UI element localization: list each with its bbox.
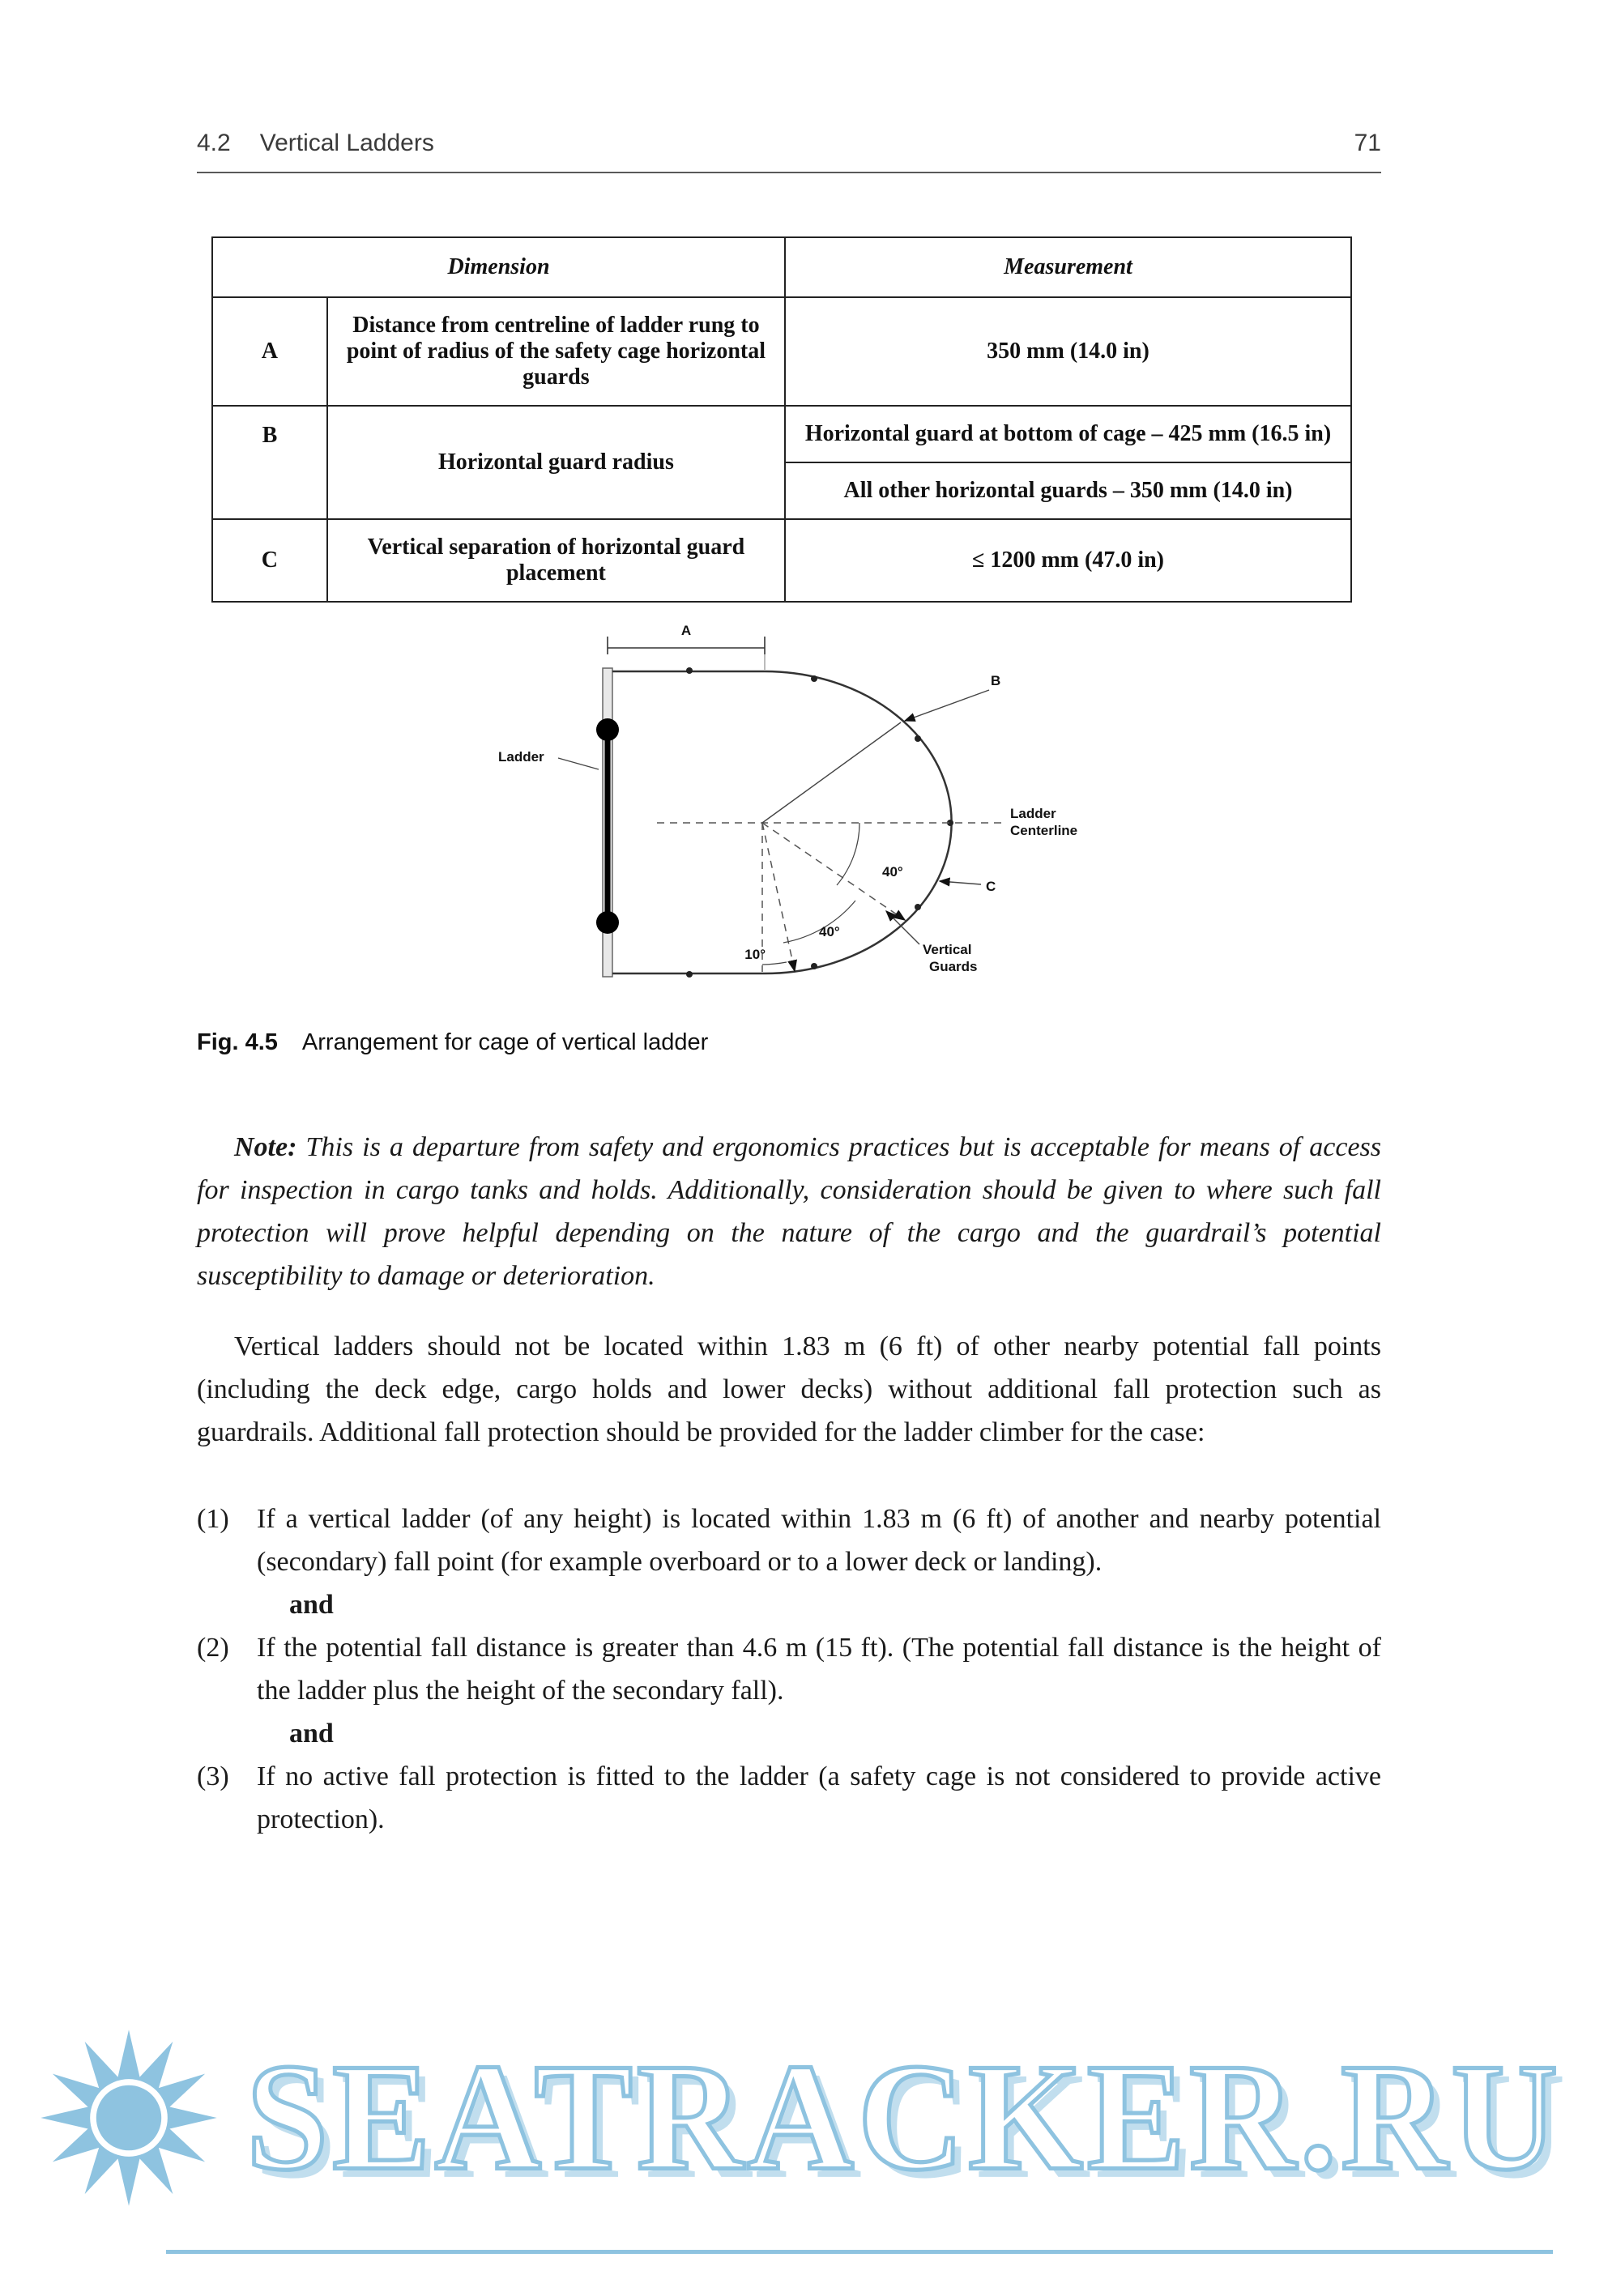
guard-mark (811, 675, 817, 682)
radius-line-b (762, 722, 901, 823)
label-point-b: B (991, 673, 1001, 688)
sun-logo-icon (28, 2017, 230, 2219)
guard-mark (915, 904, 921, 910)
page-number: 71 (1354, 130, 1381, 156)
label-guards-2: Guards (929, 959, 978, 974)
radial-line-80 (762, 823, 795, 971)
list-item (197, 1626, 1381, 1712)
list-connector: and (289, 1719, 334, 1749)
row-b-measurement-1: Horizontal guard at bottom of cage – 425 mm (16.5 in) (785, 406, 1351, 462)
table-header-row (212, 237, 1351, 297)
dimension-table (211, 236, 1352, 603)
list-item (197, 1755, 1381, 1841)
row-b-description: Horizontal guard radius (327, 406, 785, 519)
watermark (28, 1994, 1591, 2241)
leader-c (940, 881, 981, 884)
list-connector: and (289, 1590, 334, 1621)
guard-mark (686, 971, 693, 978)
ladder-rung-top (596, 718, 619, 741)
figure-ladder-cage (495, 624, 1094, 1000)
page-content (197, 130, 1381, 1841)
section-number: 4.2 (197, 130, 231, 156)
list-item-number: (2) (197, 1633, 229, 1663)
body-paragraph: Vertical ladders should not be located within 1.83 m (6 ft) of other nearby potential fall points (including the deck edge, cargo holds and lower decks) without additional fall protection such as guardrails. Additional fall protection should be provided for the ladder climber for the case: (197, 1331, 1381, 1448)
row-b-key: B (212, 406, 327, 519)
figure-caption (197, 1029, 1381, 1056)
table-row-c (212, 519, 1351, 602)
section-heading (197, 130, 434, 157)
row-b-measurement-2: All other horizontal guards – 350 mm (14.0 in) (785, 462, 1351, 519)
section-title: Vertical Ladders (259, 130, 434, 156)
list-item-text: If the potential fall distance is greater than 4.6 m (15 ft). (The potential fall distance is the height of the ladder plus the height of the secondary fall). (257, 1633, 1381, 1706)
label-dim-a: A (680, 624, 692, 638)
row-c-description: Vertical separation of horizontal guard placement (327, 519, 785, 602)
note-paragraph (197, 1126, 1381, 1297)
list-item-text: If no active fall protection is fitted to the ladder (a safety cage is not considered to provide active protection). (257, 1761, 1381, 1835)
column-header-measurement: Measurement (785, 237, 1351, 297)
watermark-text: SEATRACKER.RU (246, 2032, 1562, 2203)
leader-b (905, 690, 989, 721)
column-header-dimension: Dimension (212, 237, 785, 297)
angle-arc-10 (762, 962, 787, 965)
label-centerline-1: Ladder (1010, 806, 1056, 821)
figure-caption-label: Fig. 4.5 (197, 1029, 278, 1055)
ladder-rung-bottom (596, 911, 619, 934)
guard-mark (811, 963, 817, 969)
leader-ladder (558, 758, 599, 769)
label-guards-1: Vertical (923, 942, 972, 957)
note-text: This is a departure from safety and ergonomics practices but is acceptable for means of access for inspection in cargo tanks and holds. Additionally, consideration should be given to where such fall protection will prove helpful depending on the nature of the cargo and the guardrail’s potential susceptibility to damage or deterioration. (197, 1132, 1381, 1292)
label-point-c: C (986, 879, 996, 894)
guard-mark (915, 735, 921, 742)
label-angle-10: 10° (744, 947, 766, 962)
label-ladder: Ladder (498, 749, 544, 765)
ladder-cage-diagram (495, 624, 1094, 996)
watermark-underline (166, 2250, 1553, 2254)
list-item-text: If a vertical ladder (of any height) is located within 1.83 m (6 ft) of another and nearby potential (secondary) fall point (for example overboard or to a lower deck or landing). (257, 1504, 1381, 1578)
row-c-key: C (212, 519, 327, 602)
row-c-measurement: ≤ 1200 mm (47.0 in) (785, 519, 1351, 602)
label-angle-40-upper: 40° (882, 864, 903, 880)
list-item (197, 1497, 1381, 1583)
conditions-list (197, 1497, 1381, 1841)
note-label: Note: (234, 1132, 297, 1162)
leader-vertical-guards (886, 911, 919, 944)
guard-mark (686, 667, 693, 674)
running-head (197, 130, 1381, 173)
table-row-a (212, 297, 1351, 406)
row-a-key: A (212, 297, 327, 406)
label-centerline-2: Centerline (1010, 823, 1078, 838)
table-row-b (212, 406, 1351, 462)
figure-caption-text: Arrangement for cage of vertical ladder (301, 1029, 709, 1055)
row-a-description: Distance from centreline of ladder rung to point of radius of the safety cage horizontal guards (327, 297, 785, 406)
label-angle-40-lower: 40° (819, 924, 840, 939)
list-item-number: (3) (197, 1761, 229, 1792)
row-a-measurement: 350 mm (14.0 in) (785, 297, 1351, 406)
list-item-number: (1) (197, 1504, 229, 1535)
